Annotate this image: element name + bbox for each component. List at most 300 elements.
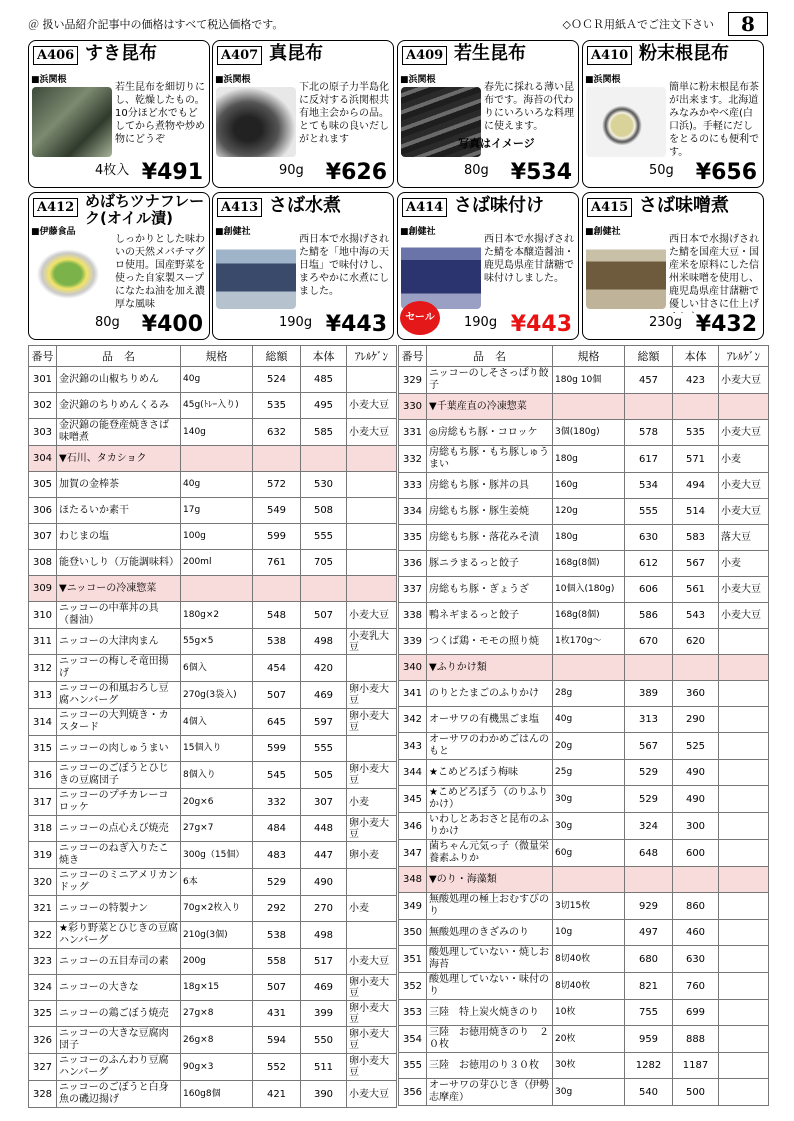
item-allergen bbox=[347, 736, 397, 762]
item-total-price: 507 bbox=[253, 975, 301, 1001]
item-number: 318 bbox=[29, 816, 57, 842]
table-row bbox=[399, 1000, 769, 1026]
product-card[interactable] bbox=[212, 192, 394, 340]
item-number: 316 bbox=[29, 762, 57, 789]
item-size: 40g bbox=[553, 707, 625, 733]
table-row bbox=[29, 472, 397, 498]
item-base-price: 525 bbox=[673, 733, 719, 760]
item-total-price: 313 bbox=[625, 707, 673, 733]
item-name: ニッコーの五目寿司の素 bbox=[57, 949, 181, 975]
item-name: 能登いしり（万能調味料） bbox=[57, 550, 181, 576]
item-total-price: 534 bbox=[625, 473, 673, 499]
table-row bbox=[29, 1081, 397, 1108]
table-row bbox=[29, 682, 397, 709]
item-name: ニッコーのねぎ入りたこ焼き bbox=[57, 842, 181, 869]
item-base-price: 494 bbox=[673, 473, 719, 499]
product-name: さば水煮 bbox=[269, 195, 341, 216]
product-name: 粉末根昆布 bbox=[639, 43, 729, 64]
item-size: 27g×8 bbox=[181, 1001, 253, 1027]
item-total-price: 632 bbox=[253, 419, 301, 446]
item-number: 333 bbox=[399, 473, 427, 499]
product-code: A412 bbox=[33, 198, 78, 217]
product-card[interactable] bbox=[582, 192, 764, 340]
table-row bbox=[399, 786, 769, 813]
item-allergen bbox=[719, 760, 769, 786]
table-row bbox=[399, 551, 769, 577]
page-number: 8 bbox=[728, 12, 768, 36]
table-row bbox=[29, 602, 397, 629]
saba-ajitsuke-can-photo bbox=[401, 239, 481, 309]
item-allergen bbox=[719, 973, 769, 1000]
category-row bbox=[399, 655, 769, 681]
product-card[interactable] bbox=[397, 40, 579, 188]
item-number: 341 bbox=[399, 681, 427, 707]
item-size: 18g×15 bbox=[181, 975, 253, 1001]
item-number: 301 bbox=[29, 367, 57, 393]
item-name: ほたるいか素干 bbox=[57, 498, 181, 524]
product-table-right bbox=[398, 345, 769, 1106]
item-allergen bbox=[719, 1000, 769, 1026]
product-description: 下北の原子力半島化に反対する浜関根共有地主会からの品。とても味の良いだしがとれます bbox=[299, 82, 389, 145]
item-name: ニッコーの特製ナン bbox=[57, 896, 181, 922]
item-size: 8個入り bbox=[181, 762, 253, 789]
item-base-price: 300 bbox=[673, 813, 719, 840]
item-base-price: 550 bbox=[301, 1027, 347, 1054]
item-base-price: 508 bbox=[301, 498, 347, 524]
product-name: 若生昆布 bbox=[454, 43, 526, 64]
item-allergen: 小麦 bbox=[347, 789, 397, 816]
item-total-price: 421 bbox=[253, 1081, 301, 1108]
item-number: 309 bbox=[29, 576, 57, 602]
item-allergen bbox=[719, 786, 769, 813]
item-total-price: 594 bbox=[253, 1027, 301, 1054]
item-base-price: 555 bbox=[301, 736, 347, 762]
product-price: ¥443 bbox=[325, 312, 387, 337]
item-size: 3切15枚 bbox=[553, 893, 625, 920]
item-size: 90g×3 bbox=[181, 1054, 253, 1081]
table-row bbox=[399, 1053, 769, 1079]
item-name: ニッコーのプチカレーコロッケ bbox=[57, 789, 181, 816]
item-size: 200ml bbox=[181, 550, 253, 576]
table-row bbox=[399, 629, 769, 655]
table-header-row bbox=[399, 346, 769, 367]
item-name: わじまの塩 bbox=[57, 524, 181, 550]
item-allergen: 卵小麦大豆 bbox=[347, 975, 397, 1001]
item-name: 房総もち豚・落花みそ漬 bbox=[427, 525, 553, 551]
item-base-price: 495 bbox=[301, 393, 347, 419]
item-allergen bbox=[719, 1026, 769, 1053]
item-name: ニッコーのごぼうと白身魚の磯辺揚げ bbox=[57, 1081, 181, 1108]
item-number: 322 bbox=[29, 922, 57, 949]
table-row bbox=[29, 709, 397, 736]
item-number: 346 bbox=[399, 813, 427, 840]
product-price: ¥443 bbox=[510, 312, 572, 337]
maker-label: ■創健社 bbox=[215, 227, 251, 237]
item-size: 8切40枚 bbox=[553, 973, 625, 1000]
item-total-price: 483 bbox=[253, 842, 301, 869]
item-size: 180g bbox=[553, 525, 625, 551]
item-name: 房総もち豚・豚丼の具 bbox=[427, 473, 553, 499]
item-size: 180g 10個 bbox=[553, 367, 625, 394]
item-total-price: 755 bbox=[625, 1000, 673, 1026]
product-code: A407 bbox=[217, 46, 262, 65]
product-name: めばちツナフレーク(オイル漬) bbox=[85, 192, 205, 227]
item-base-price: 760 bbox=[673, 973, 719, 1000]
table-row bbox=[399, 603, 769, 629]
item-number: 302 bbox=[29, 393, 57, 419]
item-allergen: 小麦 bbox=[719, 551, 769, 577]
item-size: 120g bbox=[553, 499, 625, 525]
item-number: 312 bbox=[29, 655, 57, 682]
item-size: 4個入 bbox=[181, 709, 253, 736]
maker-label: ■浜関根 bbox=[585, 75, 621, 85]
item-name: ニッコーの和風おろし豆腐ハンバーグ bbox=[57, 682, 181, 709]
item-allergen bbox=[347, 922, 397, 949]
item-allergen: 卵小麦大豆 bbox=[347, 1001, 397, 1027]
table-row bbox=[399, 813, 769, 840]
tuna-can-photo bbox=[32, 239, 112, 309]
table-row bbox=[399, 446, 769, 473]
item-allergen bbox=[347, 869, 397, 896]
product-code: A413 bbox=[217, 198, 262, 217]
maker-label: ■創健社 bbox=[400, 227, 436, 237]
product-quantity: 90g bbox=[279, 163, 304, 178]
item-number: 303 bbox=[29, 419, 57, 446]
item-base-price: 270 bbox=[301, 896, 347, 922]
table-row bbox=[29, 629, 397, 655]
item-allergen: 小麦大豆 bbox=[347, 1081, 397, 1108]
table-row bbox=[29, 736, 397, 762]
item-base-price: 530 bbox=[301, 472, 347, 498]
item-total-price: 1282 bbox=[625, 1053, 673, 1079]
table-row bbox=[399, 973, 769, 1000]
item-number: 344 bbox=[399, 760, 427, 786]
category-row bbox=[29, 576, 397, 602]
item-allergen: 小麦大豆 bbox=[719, 499, 769, 525]
item-name: 酸処理していない・味付のり bbox=[427, 973, 553, 1000]
item-allergen: 小麦 bbox=[347, 896, 397, 922]
table-row bbox=[29, 869, 397, 896]
item-total-price: 529 bbox=[625, 760, 673, 786]
item-allergen bbox=[347, 367, 397, 393]
table-row bbox=[29, 419, 397, 446]
item-number: 355 bbox=[399, 1053, 427, 1079]
category-row bbox=[399, 867, 769, 893]
item-base-price: 888 bbox=[673, 1026, 719, 1053]
table-row bbox=[399, 733, 769, 760]
kelp-photo bbox=[216, 87, 296, 157]
item-size: 8切40枚 bbox=[553, 946, 625, 973]
item-name: ★こめどろぼう（のりふりかけ） bbox=[427, 786, 553, 813]
item-number: 310 bbox=[29, 602, 57, 629]
item-size: 160g bbox=[553, 473, 625, 499]
item-allergen: 小麦大豆 bbox=[719, 603, 769, 629]
table-row bbox=[399, 420, 769, 446]
item-size: 140g bbox=[181, 419, 253, 446]
table-header-row bbox=[29, 346, 397, 367]
item-total-price: 548 bbox=[253, 602, 301, 629]
item-size: 100g bbox=[181, 524, 253, 550]
item-base-price: 705 bbox=[301, 550, 347, 576]
item-number: 339 bbox=[399, 629, 427, 655]
item-base-price: 620 bbox=[673, 629, 719, 655]
item-allergen bbox=[719, 1079, 769, 1106]
product-code: A409 bbox=[402, 46, 447, 65]
table-row bbox=[399, 1079, 769, 1106]
table-row bbox=[29, 949, 397, 975]
item-number: 332 bbox=[399, 446, 427, 473]
header-size: 規格 bbox=[553, 346, 625, 367]
item-number: 305 bbox=[29, 472, 57, 498]
item-total-price: 552 bbox=[253, 1054, 301, 1081]
table-row bbox=[399, 707, 769, 733]
item-total-price: 431 bbox=[253, 1001, 301, 1027]
item-total-price: 389 bbox=[625, 681, 673, 707]
item-number: 340 bbox=[399, 655, 427, 681]
item-base-price: 630 bbox=[673, 946, 719, 973]
item-allergen bbox=[347, 472, 397, 498]
item-number: 326 bbox=[29, 1027, 57, 1054]
item-allergen: 小麦大豆 bbox=[347, 949, 397, 975]
item-allergen bbox=[719, 1053, 769, 1079]
category-name: ▼千葉産直の冷凍惣菜 bbox=[427, 394, 553, 420]
table-row bbox=[29, 975, 397, 1001]
item-name: ニッコーのごぼうとひじきの豆腐団子 bbox=[57, 762, 181, 789]
item-total-price: 457 bbox=[625, 367, 673, 394]
item-number: 338 bbox=[399, 603, 427, 629]
item-size: 17g bbox=[181, 498, 253, 524]
product-card[interactable] bbox=[397, 192, 579, 340]
header-total: 総額 bbox=[625, 346, 673, 367]
product-table-left bbox=[28, 345, 397, 1108]
item-allergen bbox=[719, 946, 769, 973]
item-name: ニッコーのミニアメリカンドッグ bbox=[57, 869, 181, 896]
table-row bbox=[29, 498, 397, 524]
table-row bbox=[29, 1027, 397, 1054]
table-row bbox=[399, 525, 769, 551]
item-name: ニッコーの大判焼き・カスタード bbox=[57, 709, 181, 736]
item-name: 酸処理していない・焼しお海苔 bbox=[427, 946, 553, 973]
table-row bbox=[29, 524, 397, 550]
table-row bbox=[29, 1054, 397, 1081]
item-name: ニッコーの大津肉まん bbox=[57, 629, 181, 655]
item-number: 329 bbox=[399, 367, 427, 394]
item-number: 308 bbox=[29, 550, 57, 576]
item-name: 三陸 お徳用焼きのり ２０枚 bbox=[427, 1026, 553, 1053]
item-allergen: 卵小麦大豆 bbox=[347, 1027, 397, 1054]
item-base-price: 505 bbox=[301, 762, 347, 789]
item-name: 三陸 特上炭火焼きのり bbox=[427, 1000, 553, 1026]
table-row bbox=[29, 842, 397, 869]
item-name: ニッコーの鶏ごぼう焼売 bbox=[57, 1001, 181, 1027]
item-size: 28g bbox=[553, 681, 625, 707]
item-allergen bbox=[347, 655, 397, 682]
item-base-price: 500 bbox=[673, 1079, 719, 1106]
item-allergen: 卵小麦 bbox=[347, 842, 397, 869]
item-allergen bbox=[719, 629, 769, 655]
table-row bbox=[399, 473, 769, 499]
item-base-price: 490 bbox=[301, 869, 347, 896]
item-number: 349 bbox=[399, 893, 427, 920]
item-number: 313 bbox=[29, 682, 57, 709]
header-no: 番号 bbox=[29, 346, 57, 367]
item-total-price: 567 bbox=[625, 733, 673, 760]
item-name: ★彩り野菜とひじきの豆腐ハンバーグ bbox=[57, 922, 181, 949]
item-total-price: 524 bbox=[253, 367, 301, 393]
header-size: 規格 bbox=[181, 346, 253, 367]
item-allergen: 小麦大豆 bbox=[347, 393, 397, 419]
item-number: 317 bbox=[29, 789, 57, 816]
item-name: ニッコーの中華丼の具（醤油） bbox=[57, 602, 181, 629]
item-size: 10枚 bbox=[553, 1000, 625, 1026]
item-number: 343 bbox=[399, 733, 427, 760]
item-allergen bbox=[719, 813, 769, 840]
item-size: 200g bbox=[181, 949, 253, 975]
product-card[interactable] bbox=[212, 40, 394, 188]
item-size: 160g8個 bbox=[181, 1081, 253, 1108]
item-total-price: 680 bbox=[625, 946, 673, 973]
item-number: 334 bbox=[399, 499, 427, 525]
item-base-price: 585 bbox=[301, 419, 347, 446]
item-size: 270g(3袋入) bbox=[181, 682, 253, 709]
header-base: 本体 bbox=[673, 346, 719, 367]
item-base-price: 699 bbox=[673, 1000, 719, 1026]
item-number: 337 bbox=[399, 577, 427, 603]
item-total-price: 529 bbox=[625, 786, 673, 813]
header-base: 本体 bbox=[301, 346, 347, 367]
product-description: 西日本で水揚げされた鯖を国産大豆・国産米を原料にした信州米味噌を使用し、鹿児島県産甘藷糖で優しい甘さに仕上げ bbox=[669, 234, 759, 310]
item-base-price: 561 bbox=[673, 577, 719, 603]
item-total-price: 324 bbox=[625, 813, 673, 840]
item-name: ニッコーのふんわり豆腐ハンバーグ bbox=[57, 1054, 181, 1081]
item-total-price: 538 bbox=[253, 922, 301, 949]
item-name: ニッコーのしそさっぱり餃子 bbox=[427, 367, 553, 394]
item-number: 354 bbox=[399, 1026, 427, 1053]
item-total-price: 497 bbox=[625, 920, 673, 946]
table-row bbox=[399, 681, 769, 707]
item-number: 336 bbox=[399, 551, 427, 577]
item-base-price: 360 bbox=[673, 681, 719, 707]
item-name: 鴨ネギまるっと餃子 bbox=[427, 603, 553, 629]
product-card[interactable] bbox=[28, 192, 210, 340]
item-name: ◎房総もち豚・コロッケ bbox=[427, 420, 553, 446]
product-card[interactable] bbox=[28, 40, 210, 188]
item-number: 330 bbox=[399, 394, 427, 420]
product-price: ¥432 bbox=[695, 312, 757, 337]
item-name: ニッコーの肉しゅうまい bbox=[57, 736, 181, 762]
table-row bbox=[29, 1001, 397, 1027]
item-base-price: 860 bbox=[673, 893, 719, 920]
item-number: 342 bbox=[399, 707, 427, 733]
item-name: ニッコーの梅しそ竜田揚げ bbox=[57, 655, 181, 682]
item-total-price: 507 bbox=[253, 682, 301, 709]
category-row bbox=[399, 394, 769, 420]
table-row bbox=[29, 367, 397, 393]
item-size: 210g(3個) bbox=[181, 922, 253, 949]
table-row bbox=[399, 1026, 769, 1053]
product-name: さば味噌煮 bbox=[639, 195, 729, 216]
item-size: 10個入(180g) bbox=[553, 577, 625, 603]
table-row bbox=[29, 816, 397, 842]
item-total-price: 292 bbox=[253, 896, 301, 922]
item-base-price: 583 bbox=[673, 525, 719, 551]
item-allergen bbox=[719, 707, 769, 733]
item-size: 30g bbox=[553, 786, 625, 813]
item-base-price: 469 bbox=[301, 975, 347, 1001]
item-name: 加賀の金棒茶 bbox=[57, 472, 181, 498]
image-note: 写真はイメージ bbox=[458, 137, 535, 150]
table-row bbox=[29, 762, 397, 789]
item-size: 27g×7 bbox=[181, 816, 253, 842]
maker-label: ■伊藤食品 bbox=[31, 227, 76, 237]
item-base-price: 290 bbox=[673, 707, 719, 733]
item-base-price: 490 bbox=[673, 786, 719, 813]
saba-misoni-can-photo bbox=[586, 239, 666, 309]
item-total-price: 586 bbox=[625, 603, 673, 629]
item-name: つくば鶏・モモの照り焼 bbox=[427, 629, 553, 655]
item-number: 321 bbox=[29, 896, 57, 922]
product-quantity: 50g bbox=[649, 163, 674, 178]
item-total-price: 959 bbox=[625, 1026, 673, 1053]
table-row bbox=[29, 896, 397, 922]
item-total-price: 821 bbox=[625, 973, 673, 1000]
item-base-price: 423 bbox=[673, 367, 719, 394]
item-number: 311 bbox=[29, 629, 57, 655]
item-name: 無酸処理の極上おむすびのり bbox=[427, 893, 553, 920]
item-base-price: 399 bbox=[301, 1001, 347, 1027]
item-size: 6個入 bbox=[181, 655, 253, 682]
item-name: 房総もち豚・もち豚しゅうまい bbox=[427, 446, 553, 473]
header-allergen: ｱﾚﾙｹﾞﾝ bbox=[347, 346, 397, 367]
item-base-price: 511 bbox=[301, 1054, 347, 1081]
product-code: A415 bbox=[587, 198, 632, 217]
product-card[interactable] bbox=[582, 40, 764, 188]
item-number: 306 bbox=[29, 498, 57, 524]
item-base-price: 555 bbox=[301, 524, 347, 550]
product-price: ¥626 bbox=[325, 160, 387, 185]
item-number: 356 bbox=[399, 1079, 427, 1106]
item-size: 40g bbox=[181, 472, 253, 498]
table-row bbox=[399, 893, 769, 920]
item-size: 168g(8個) bbox=[553, 603, 625, 629]
item-number: 352 bbox=[399, 973, 427, 1000]
item-allergen: 卵小麦大豆 bbox=[347, 682, 397, 709]
kelp-tea-photo bbox=[586, 87, 666, 157]
item-total-price: 599 bbox=[253, 736, 301, 762]
item-base-price: 498 bbox=[301, 629, 347, 655]
item-base-price: 514 bbox=[673, 499, 719, 525]
header-name: 品 名 bbox=[427, 346, 553, 367]
item-size: 180g×2 bbox=[181, 602, 253, 629]
item-total-price: 572 bbox=[253, 472, 301, 498]
item-base-price: 490 bbox=[673, 760, 719, 786]
product-description: 簡単に粉末根昆布茶が出来ます。北海道みなみかやべ産(白口浜)。手軽にだしをとるのにも便利です。 bbox=[669, 82, 759, 158]
category-name: ▼ニッコーの冷凍惣菜 bbox=[57, 576, 181, 602]
maker-label: ■創健社 bbox=[585, 227, 621, 237]
item-number: 348 bbox=[399, 867, 427, 893]
item-base-price: 469 bbox=[301, 682, 347, 709]
table-row bbox=[29, 655, 397, 682]
item-base-price: 307 bbox=[301, 789, 347, 816]
dried-kelp-photo bbox=[32, 87, 112, 157]
item-total-price: 617 bbox=[625, 446, 673, 473]
product-name: 真昆布 bbox=[269, 43, 323, 64]
item-size: 30g bbox=[553, 813, 625, 840]
item-number: 335 bbox=[399, 525, 427, 551]
item-base-price: 448 bbox=[301, 816, 347, 842]
item-name: 金沢錦の山椒ちりめん bbox=[57, 367, 181, 393]
item-base-price: 535 bbox=[673, 420, 719, 446]
